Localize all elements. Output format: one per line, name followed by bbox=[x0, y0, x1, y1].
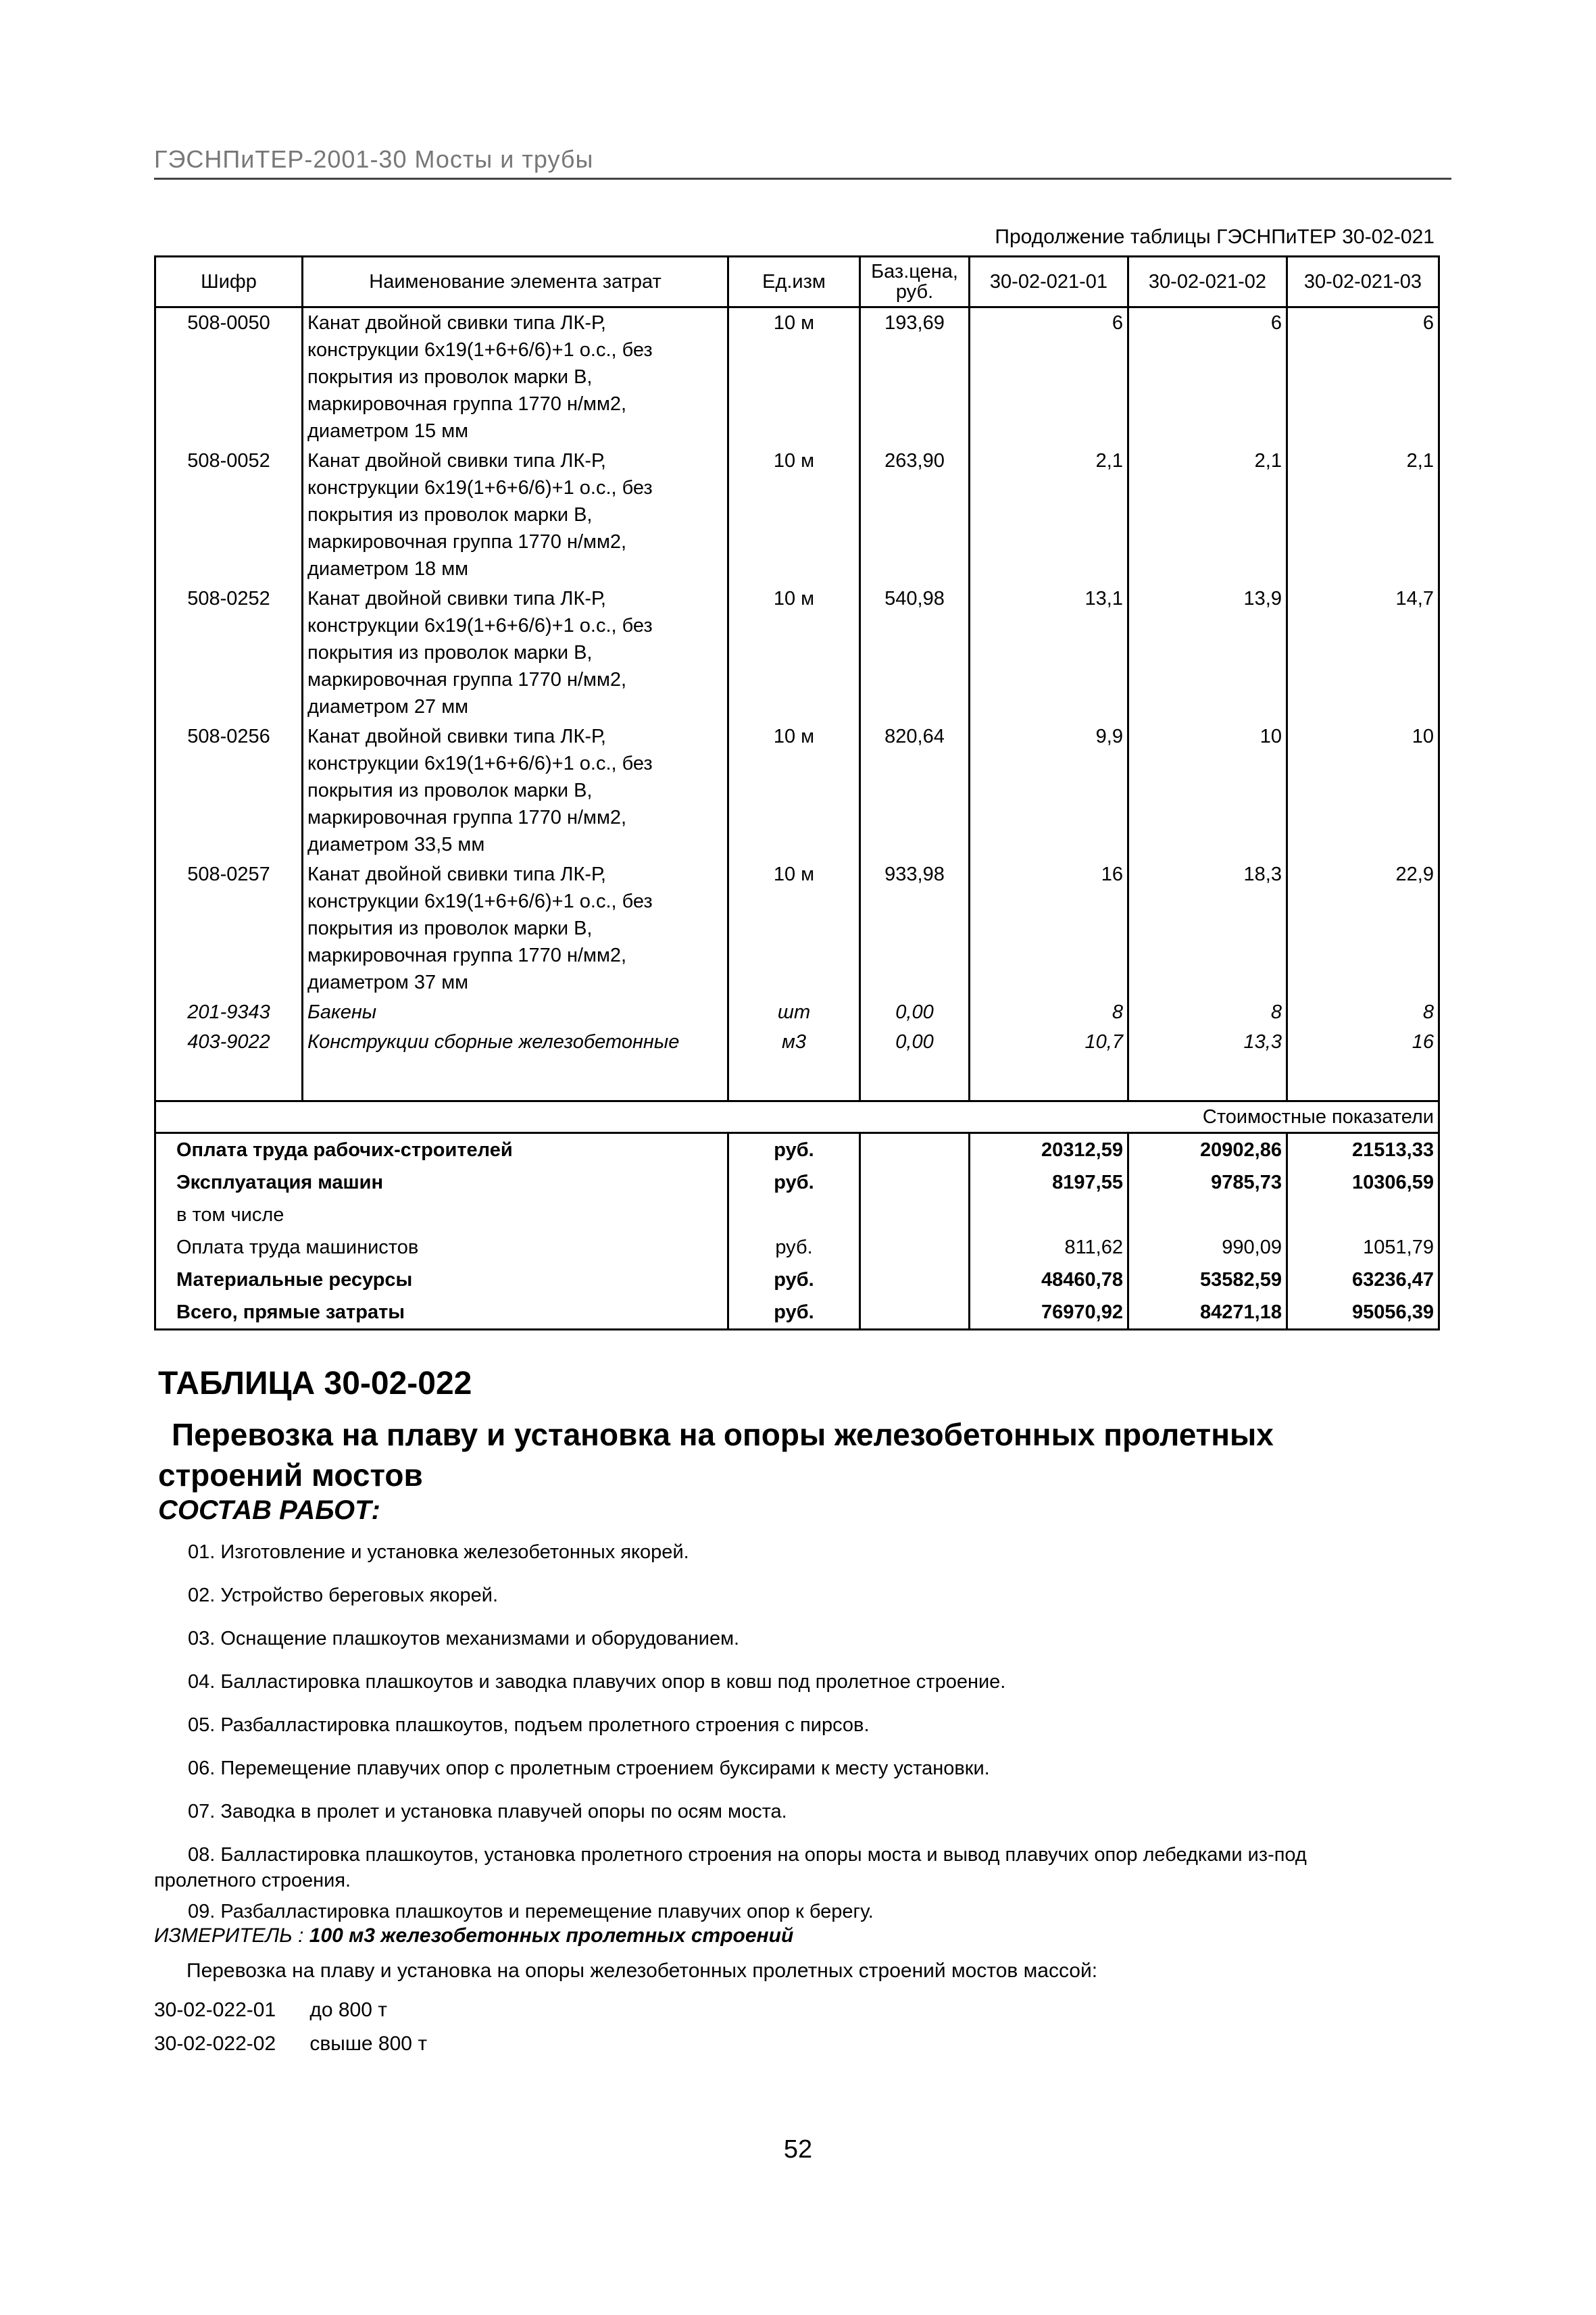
column-header-unit: Ед.изм bbox=[728, 257, 860, 307]
table-body bbox=[155, 307, 1439, 1330]
cost-value-variant-1: 48460,78 bbox=[970, 1264, 1128, 1296]
resource-name-line: покрытия из проволок марки В, bbox=[307, 642, 593, 664]
resource-qty-variant-2: 8 bbox=[1128, 997, 1287, 1027]
page-number: 52 bbox=[783, 2135, 813, 2164]
table-row bbox=[155, 860, 1439, 997]
resource-qty-variant-1: 8 bbox=[970, 997, 1128, 1027]
resource-qty-variant-1: 10,7 bbox=[970, 1027, 1128, 1057]
work-item-09 bbox=[154, 1899, 1438, 1924]
resource-unit: 10 м bbox=[728, 584, 860, 722]
resource-name-line: диаметром 33,5 мм bbox=[307, 834, 485, 855]
cost-header-label: Стоимостные показатели bbox=[970, 1101, 1439, 1133]
work-item-text: 05. Разбалластировка плашкоутов, подъем пролетного строения с пирсов. bbox=[188, 1714, 870, 1736]
resource-price: 820,64 bbox=[860, 722, 970, 860]
table-row bbox=[155, 1027, 1439, 1057]
cost-label: в том числе bbox=[155, 1199, 728, 1231]
table-title-line-2: строений мостов bbox=[158, 1458, 423, 1493]
resource-price: 0,00 bbox=[860, 997, 970, 1027]
resource-name-line: конструкции 6х19(1+6+6/6)+1 о.с., без bbox=[307, 753, 653, 774]
resource-table bbox=[154, 255, 1440, 1330]
cost-value-variant-1: 20312,59 bbox=[970, 1133, 1128, 1167]
resource-qty-variant-3: 16 bbox=[1287, 1027, 1439, 1057]
resource-name bbox=[303, 584, 728, 722]
resource-name-line: Канат двойной свивки типа ЛК-Р, bbox=[307, 726, 606, 747]
cost-value-variant-1: 811,62 bbox=[970, 1231, 1128, 1264]
resource-unit: м3 bbox=[728, 1027, 860, 1057]
table-row bbox=[155, 307, 1439, 447]
work-item bbox=[154, 1799, 1438, 1824]
table-row bbox=[155, 722, 1439, 860]
cost-row bbox=[155, 1199, 1439, 1231]
cost-value-variant-1 bbox=[970, 1199, 1128, 1231]
variant-code-row bbox=[154, 2027, 427, 2061]
work-item-text: 02. Устройство береговых якорей. bbox=[188, 1585, 499, 1606]
cost-unit: руб. bbox=[728, 1133, 860, 1167]
resource-qty-variant-2: 13,3 bbox=[1128, 1027, 1287, 1057]
resource-name-line: покрытия из проволок марки В, bbox=[307, 780, 593, 801]
column-header-variant-3: 30-02-021-03 bbox=[1287, 257, 1439, 307]
cost-value-variant-2 bbox=[1128, 1199, 1287, 1231]
page-header: ГЭСНПиТЕР-2001-30 Мосты и трубы bbox=[154, 145, 1451, 180]
composition-label: СОСТАВ РАБОТ: bbox=[158, 1495, 380, 1525]
resource-code: 508-0252 bbox=[155, 584, 303, 722]
column-header-code: Шифр bbox=[155, 257, 303, 307]
resource-name-line: маркировочная группа 1770 н/мм2, bbox=[307, 945, 627, 966]
measurer bbox=[154, 1924, 793, 1947]
resource-qty-variant-1: 13,1 bbox=[970, 584, 1128, 722]
cost-price-empty bbox=[860, 1231, 970, 1264]
cost-value-variant-3: 21513,33 bbox=[1287, 1133, 1439, 1167]
cost-price-empty bbox=[860, 1296, 970, 1330]
resource-code: 403-9022 bbox=[155, 1027, 303, 1057]
resource-unit: шт bbox=[728, 997, 860, 1027]
resource-price: 193,69 bbox=[860, 307, 970, 447]
resource-qty-variant-2: 18,3 bbox=[1128, 860, 1287, 997]
table-continuation-label: Продолжение таблицы ГЭСНПиТЕР 30-02-021 bbox=[995, 226, 1435, 248]
work-item bbox=[154, 1712, 1438, 1738]
spacer-cell bbox=[1287, 1057, 1439, 1101]
table-header-row bbox=[155, 257, 1439, 307]
resource-name-line: маркировочная группа 1770 н/мм2, bbox=[307, 669, 627, 691]
resource-name-line: конструкции 6х19(1+6+6/6)+1 о.с., без bbox=[307, 891, 653, 912]
cost-value-variant-2: 9785,73 bbox=[1128, 1166, 1287, 1199]
column-header-variant-2: 30-02-021-02 bbox=[1128, 257, 1287, 307]
cost-unit: руб. bbox=[728, 1296, 860, 1330]
cost-row bbox=[155, 1231, 1439, 1264]
resource-name-line: Канат двойной свивки типа ЛК-Р, bbox=[307, 450, 606, 472]
spacer-cell bbox=[155, 1057, 303, 1101]
resource-code: 508-0050 bbox=[155, 307, 303, 447]
variant-desc: свыше 800 т bbox=[309, 2033, 428, 2055]
cost-value-variant-3 bbox=[1287, 1199, 1439, 1231]
resource-unit: 10 м bbox=[728, 722, 860, 860]
resource-name bbox=[303, 1027, 728, 1057]
resource-name-line: Канат двойной свивки типа ЛК-Р, bbox=[307, 864, 606, 885]
resource-qty-variant-2: 6 bbox=[1128, 307, 1287, 447]
work-item bbox=[154, 1669, 1438, 1695]
resource-code: 201-9343 bbox=[155, 997, 303, 1027]
variant-desc: до 800 т bbox=[309, 1999, 387, 2021]
work-item-text: 03. Оснащение плашкоутов механизмами и оборудованием. bbox=[188, 1628, 740, 1649]
cost-header-row bbox=[155, 1101, 1439, 1133]
cost-label: Оплата труда рабочих-строителей bbox=[155, 1133, 728, 1167]
resource-name-line: покрытия из проволок марки В, bbox=[307, 366, 593, 388]
cost-value-variant-3: 1051,79 bbox=[1287, 1231, 1439, 1264]
cost-unit: руб. bbox=[728, 1166, 860, 1199]
resource-qty-variant-3: 6 bbox=[1287, 307, 1439, 447]
table-title-line-1: Перевозка на плаву и установка на опоры железобетонных пролетных bbox=[172, 1417, 1274, 1452]
cost-label: Эксплуатация машин bbox=[155, 1166, 728, 1199]
cost-label: Всего, прямые затраты bbox=[155, 1296, 728, 1330]
measurer-label: ИЗМЕРИТЕЛЬ : bbox=[154, 1924, 304, 1947]
resource-name-line: конструкции 6х19(1+6+6/6)+1 о.с., без bbox=[307, 477, 653, 499]
resource-unit: 10 м bbox=[728, 860, 860, 997]
cost-unit: руб. bbox=[728, 1264, 860, 1296]
work-item bbox=[154, 1539, 1438, 1565]
table-spacer-row bbox=[155, 1057, 1439, 1101]
resource-name-line: маркировочная группа 1770 н/мм2, bbox=[307, 531, 627, 553]
variant-code-row bbox=[154, 1993, 427, 2027]
cost-price-empty bbox=[860, 1166, 970, 1199]
table-row bbox=[155, 997, 1439, 1027]
resource-name-line: маркировочная группа 1770 н/мм2, bbox=[307, 393, 627, 415]
resource-name-line: конструкции 6х19(1+6+6/6)+1 о.с., без bbox=[307, 339, 653, 361]
cost-value-variant-3: 95056,39 bbox=[1287, 1296, 1439, 1330]
cost-unit: руб. bbox=[728, 1231, 860, 1264]
resource-qty-variant-1: 6 bbox=[970, 307, 1128, 447]
table-row bbox=[155, 446, 1439, 584]
resource-name-line: Бакены bbox=[307, 1001, 377, 1023]
work-item-text: 06. Перемещение плавучих опор с пролетным строением буксирами к месту установки. bbox=[188, 1758, 990, 1779]
cost-row bbox=[155, 1166, 1439, 1199]
cost-label: Оплата труда машинистов bbox=[155, 1231, 728, 1264]
cost-price-empty bbox=[860, 1199, 970, 1231]
resource-price: 0,00 bbox=[860, 1027, 970, 1057]
resource-name bbox=[303, 307, 728, 447]
table-code-heading: ТАБЛИЦА 30-02-022 bbox=[158, 1366, 472, 1401]
spacer-cell bbox=[303, 1057, 728, 1101]
work-item bbox=[154, 1626, 1438, 1651]
resource-name-line: диаметром 27 мм bbox=[307, 696, 469, 718]
cost-unit bbox=[728, 1199, 860, 1231]
resource-unit: 10 м bbox=[728, 446, 860, 584]
cost-label: Материальные ресурсы bbox=[155, 1264, 728, 1296]
cost-value-variant-1: 8197,55 bbox=[970, 1166, 1128, 1199]
variant-code: 30-02-022-01 bbox=[154, 1999, 276, 2021]
column-header-name: Наименование элемента затрат bbox=[303, 257, 728, 307]
resource-qty-variant-2: 13,9 bbox=[1128, 584, 1287, 722]
resource-qty-variant-3: 2,1 bbox=[1287, 446, 1439, 584]
table-row bbox=[155, 584, 1439, 722]
spacer-cell bbox=[860, 1057, 970, 1101]
works-list bbox=[154, 1539, 1438, 1942]
resource-qty-variant-1: 9,9 bbox=[970, 722, 1128, 860]
spacer-cell bbox=[970, 1057, 1128, 1101]
resource-name-line: диаметром 15 мм bbox=[307, 420, 469, 442]
transport-description: Перевозка на плаву и установка на опоры железобетонных пролетных строений мостов массой: bbox=[186, 1960, 1098, 1982]
resource-price: 263,90 bbox=[860, 446, 970, 584]
work-item-08-line-1: 08. Балластировка плашкоутов, установка пролетного строения на опоры моста и вывод плавучих опор лебедками из-под bbox=[188, 1844, 1307, 1866]
resource-code: 508-0256 bbox=[155, 722, 303, 860]
resource-code: 508-0052 bbox=[155, 446, 303, 584]
resource-name-line: маркировочная группа 1770 н/мм2, bbox=[307, 807, 627, 828]
work-item-text: 04. Балластировка плашкоутов и заводка плавучих опор в ковш под пролетное строение. bbox=[188, 1671, 1006, 1693]
resource-name bbox=[303, 446, 728, 584]
resource-qty-variant-3: 22,9 bbox=[1287, 860, 1439, 997]
resource-qty-variant-1: 16 bbox=[970, 860, 1128, 997]
work-item-09-text: 09. Разбалластировка плашкоутов и перемещение плавучих опор к берегу. bbox=[188, 1901, 874, 1922]
work-item-text: 07. Заводка в пролет и установка плавучей опоры по осям моста. bbox=[188, 1801, 787, 1822]
work-item bbox=[154, 1756, 1438, 1781]
resource-name-line: покрытия из проволок марки В, bbox=[307, 918, 593, 939]
cost-row bbox=[155, 1133, 1439, 1167]
work-item bbox=[154, 1583, 1438, 1608]
cost-price-empty bbox=[860, 1264, 970, 1296]
work-item-text: 01. Изготовление и установка железобетонных якорей. bbox=[188, 1541, 689, 1563]
work-item-08-line-2: пролетного строения. bbox=[154, 1870, 351, 1891]
resource-name bbox=[303, 860, 728, 997]
resource-qty-variant-2: 2,1 bbox=[1128, 446, 1287, 584]
spacer-cell bbox=[728, 1057, 860, 1101]
resource-name bbox=[303, 997, 728, 1027]
resource-price: 540,98 bbox=[860, 584, 970, 722]
cost-row bbox=[155, 1296, 1439, 1330]
variant-codes bbox=[154, 1993, 427, 2061]
resource-name-line: диаметром 37 мм bbox=[307, 972, 469, 993]
resource-unit: 10 м bbox=[728, 307, 860, 447]
resource-qty-variant-3: 8 bbox=[1287, 997, 1439, 1027]
resource-qty-variant-2: 10 bbox=[1128, 722, 1287, 860]
resource-name-line: Канат двойной свивки типа ЛК-Р, bbox=[307, 312, 606, 334]
resource-name-line: покрытия из проволок марки В, bbox=[307, 504, 593, 526]
resource-qty-variant-1: 2,1 bbox=[970, 446, 1128, 584]
cost-value-variant-1: 76970,92 bbox=[970, 1296, 1128, 1330]
cost-value-variant-2: 20902,86 bbox=[1128, 1133, 1287, 1167]
resource-name-line: конструкции 6х19(1+6+6/6)+1 о.с., без bbox=[307, 615, 653, 637]
resource-name-line: диаметром 18 мм bbox=[307, 558, 469, 580]
work-item-08 bbox=[154, 1842, 1438, 1893]
resource-name-line: Канат двойной свивки типа ЛК-Р, bbox=[307, 588, 606, 609]
resource-code: 508-0257 bbox=[155, 860, 303, 997]
cost-price-empty bbox=[860, 1133, 970, 1167]
column-header-variant-1: 30-02-021-01 bbox=[970, 257, 1128, 307]
column-header-price: Баз.цена, руб. bbox=[860, 257, 970, 307]
resource-name-line: Конструкции сборные железобетонные bbox=[307, 1031, 680, 1053]
cost-value-variant-2: 84271,18 bbox=[1128, 1296, 1287, 1330]
cost-row bbox=[155, 1264, 1439, 1296]
resource-name bbox=[303, 722, 728, 860]
table-title bbox=[158, 1414, 1415, 1495]
resource-qty-variant-3: 10 bbox=[1287, 722, 1439, 860]
resource-qty-variant-3: 14,7 bbox=[1287, 584, 1439, 722]
cost-header-spacer bbox=[155, 1101, 970, 1133]
cost-value-variant-3: 63236,47 bbox=[1287, 1264, 1439, 1296]
cost-value-variant-3: 10306,59 bbox=[1287, 1166, 1439, 1199]
variant-code: 30-02-022-02 bbox=[154, 2033, 276, 2055]
cost-value-variant-2: 53582,59 bbox=[1128, 1264, 1287, 1296]
cost-value-variant-2: 990,09 bbox=[1128, 1231, 1287, 1264]
spacer-cell bbox=[1128, 1057, 1287, 1101]
resource-price: 933,98 bbox=[860, 860, 970, 997]
measurer-value: 100 м3 железобетонных пролетных строений bbox=[309, 1924, 794, 1947]
